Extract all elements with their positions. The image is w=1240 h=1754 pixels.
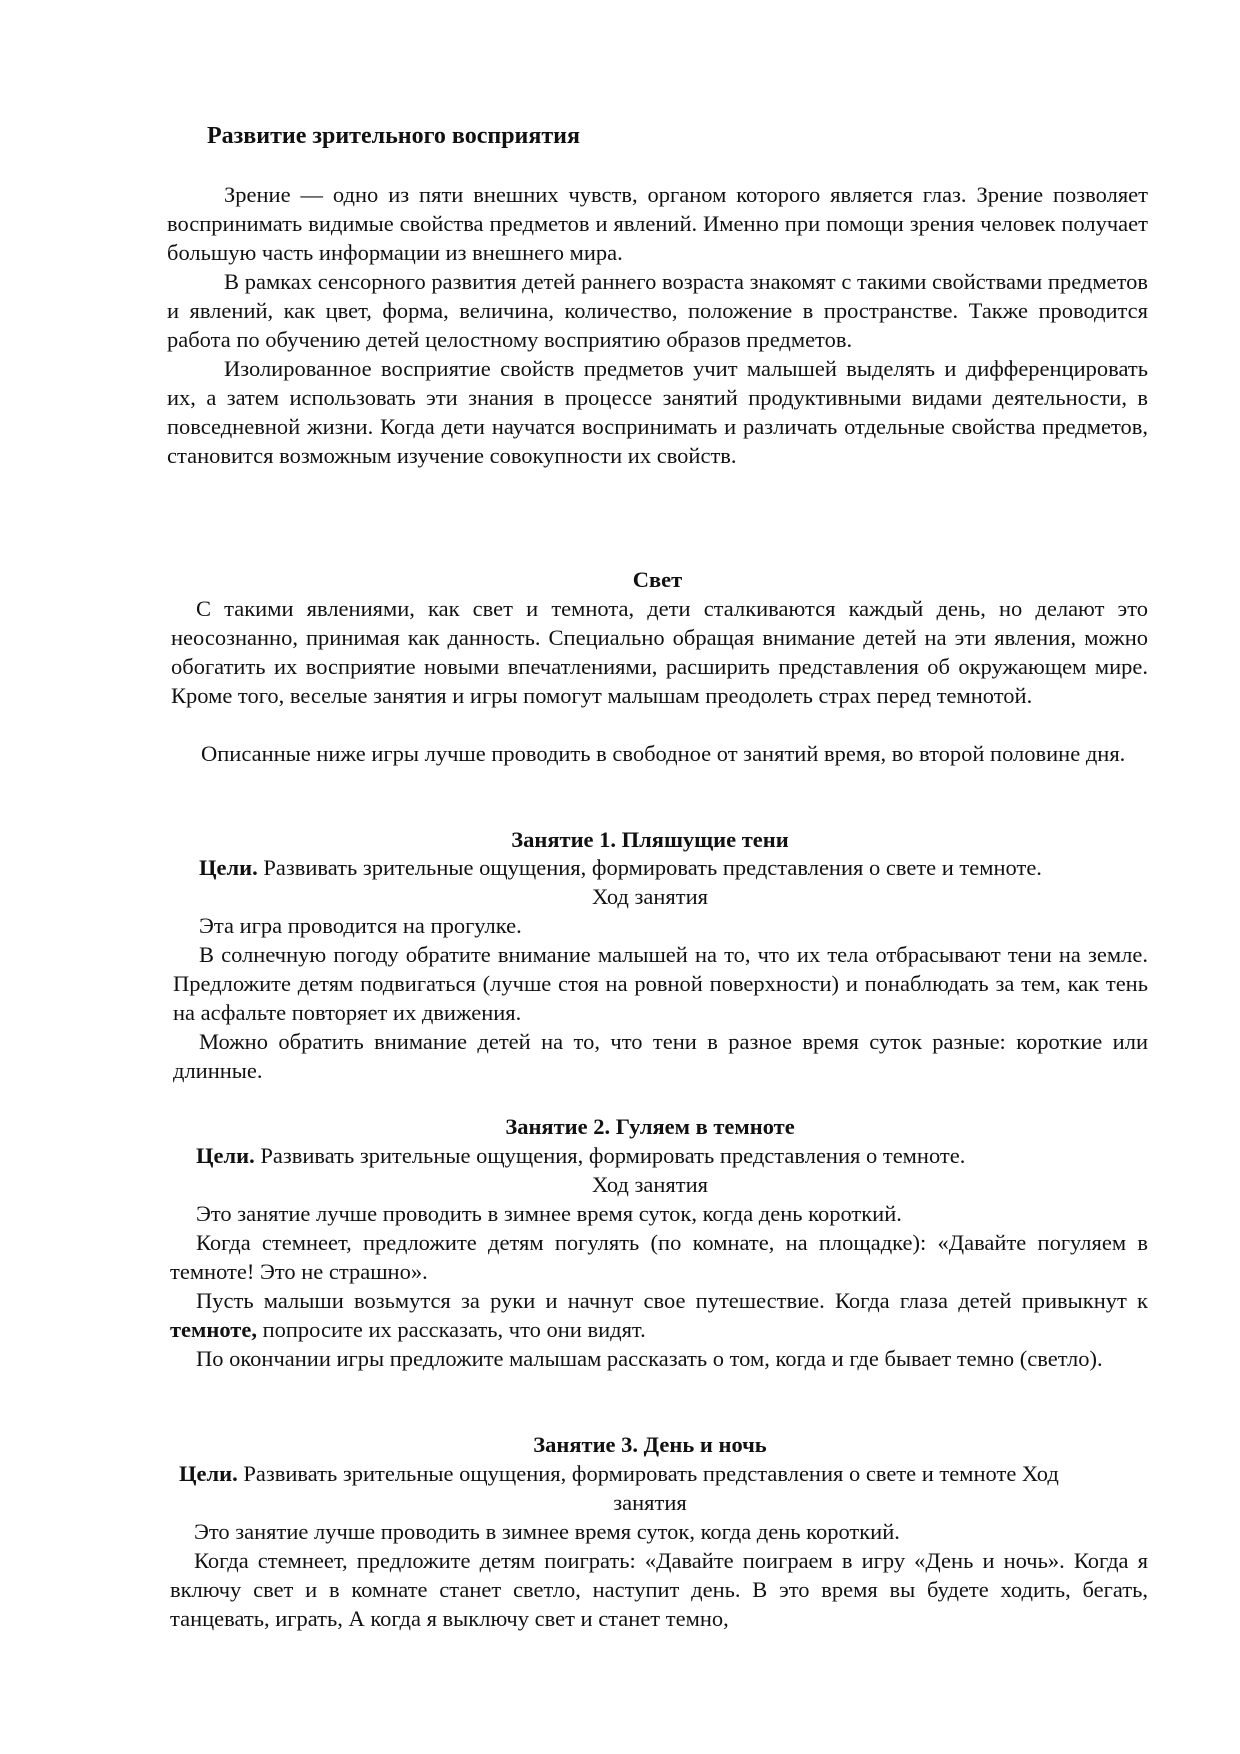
lesson-2-goals-text: Развивать зрительные ощущения, формировать представления о темноте. — [254, 1143, 966, 1168]
lesson-1-paragraph-2: В солнечную погоду обратите внимание малышей на то, что их тела отбрасывают тени на земле. Предложите детям подвигаться (лучше стоя на ровной поверхности) и понаблюдать за тем, как тень на асфальте повторяет их движения. — [173, 942, 1148, 1025]
lesson-2-paragraph-4: По окончании игры предложите малышам рассказать о том, когда и где бывает темно (светло). — [196, 1346, 1103, 1371]
lesson-1-goals-text: Развивать зрительные ощущения, формировать представления о свете и темноте. — [257, 855, 1042, 880]
lesson-2-paragraph-3 — [170, 1286, 1148, 1344]
lesson-3-goals-continuation: занятия — [613, 1490, 687, 1515]
lesson-1-paragraph-1: Эта игра проводится на прогулке. — [199, 913, 522, 938]
lesson-3-goals-label: Цели. — [179, 1461, 238, 1486]
lesson-2-paragraph-3-start: Пусть малыши возьмутся за руки и начнут свое путешествие. Когда глаза детей привыкнут к — [196, 1288, 1148, 1313]
svet-paragraph-1: С такими явлениями, как свет и темнота, дети сталкиваются каждый день, но делают это неосознанно, принимая как данность. Специально обращая внимание детей на эти явления, можно обогатить их восприятие новыми впечатлениями, расширить представления об окружающем мире. Кроме того, веселые занятия и игры помогут малышам преодолеть страх перед темнотой. — [171, 596, 1148, 708]
lesson-2-paragraph-3-end: попросите их рассказать, что они видят. — [256, 1317, 646, 1342]
lesson-2-paragraph-1: Это занятие лучше проводить в зимнее время суток, когда день короткий. — [196, 1201, 902, 1226]
lesson-1-course: Ход занятия — [592, 884, 708, 909]
lesson-3-goals — [179, 1459, 1059, 1488]
section-heading-svet: Свет — [632, 567, 683, 592]
lesson-2-course: Ход занятия — [592, 1172, 708, 1197]
lesson-3-paragraph-2: Когда стемнеет, предложите детям поиграть: «Давайте поиграем в игру «День и ночь». Когда я включу свет и в комнате станет светло, наступит день. В это время вы будете ходить, бегать, танцевать, играть, А когда я выключу свет и станет темно, — [170, 1548, 1148, 1631]
lesson-2-paragraph-2: Когда стемнеет, предложите детям погулять (по комнате, на площадке): «Давайте погуляем в темноте! Это не страшно». — [170, 1230, 1148, 1284]
intro-paragraph-3: Изолированное восприятие свойств предметов учит малышей выделять и дифференцировать их, а затем использовать эти знания в процессе занятий продуктивными видами деятельности, в повседневной жизни. Когда дети научатся воспринимать и различать отдельные свойства предметов, становится возможным изучение совокупности их свойств. — [167, 356, 1148, 468]
lesson-1-goals-label: Цели. — [199, 855, 258, 880]
lesson-2-goals-label: Цели. — [196, 1143, 255, 1168]
intro-paragraph-1: Зрение — одно из пяти внешних чувств, органом которого является глаз. Зрение позволяет воспринимать видимые свойства предметов и явлений. Именно при помощи зрения человек получает большую часть информации из внешнего мира. — [167, 182, 1148, 265]
lesson-3-goals-text: Развивать зрительные ощущения, формировать представления о свете и темноте Ход — [237, 1461, 1059, 1486]
lesson-3-heading: Занятие 3. День и ночь — [533, 1432, 767, 1457]
lesson-2-heading: Занятие 2. Гуляем в темноте — [505, 1114, 795, 1139]
lesson-2-bold-word: темноте, — [170, 1317, 257, 1342]
lesson-1-paragraph-3: Можно обратить внимание детей на то, что тени в разное время суток разные: короткие или длинные. — [173, 1029, 1148, 1083]
svet-paragraph-2: Описанные ниже игры лучше проводить в свободное от занятий время, во второй половине дня. — [201, 741, 1126, 766]
lesson-1-goals — [199, 853, 1042, 882]
lesson-1-heading: Занятие 1. Пляшущие тени — [511, 827, 789, 852]
intro-paragraph-2: В рамках сенсорного развития детей раннего возраста знакомят с такими свойствами предметов и явлений, как цвет, форма, величина, количество, положение в пространстве. Также проводится работа по обучению детей целостному восприятию образов предметов. — [167, 269, 1148, 352]
page-title: Развитие зрительного восприятия — [207, 123, 580, 149]
lesson-3-paragraph-1: Это занятие лучше проводить в зимнее время суток, когда день короткий. — [194, 1519, 900, 1544]
lesson-2-goals — [196, 1141, 965, 1170]
